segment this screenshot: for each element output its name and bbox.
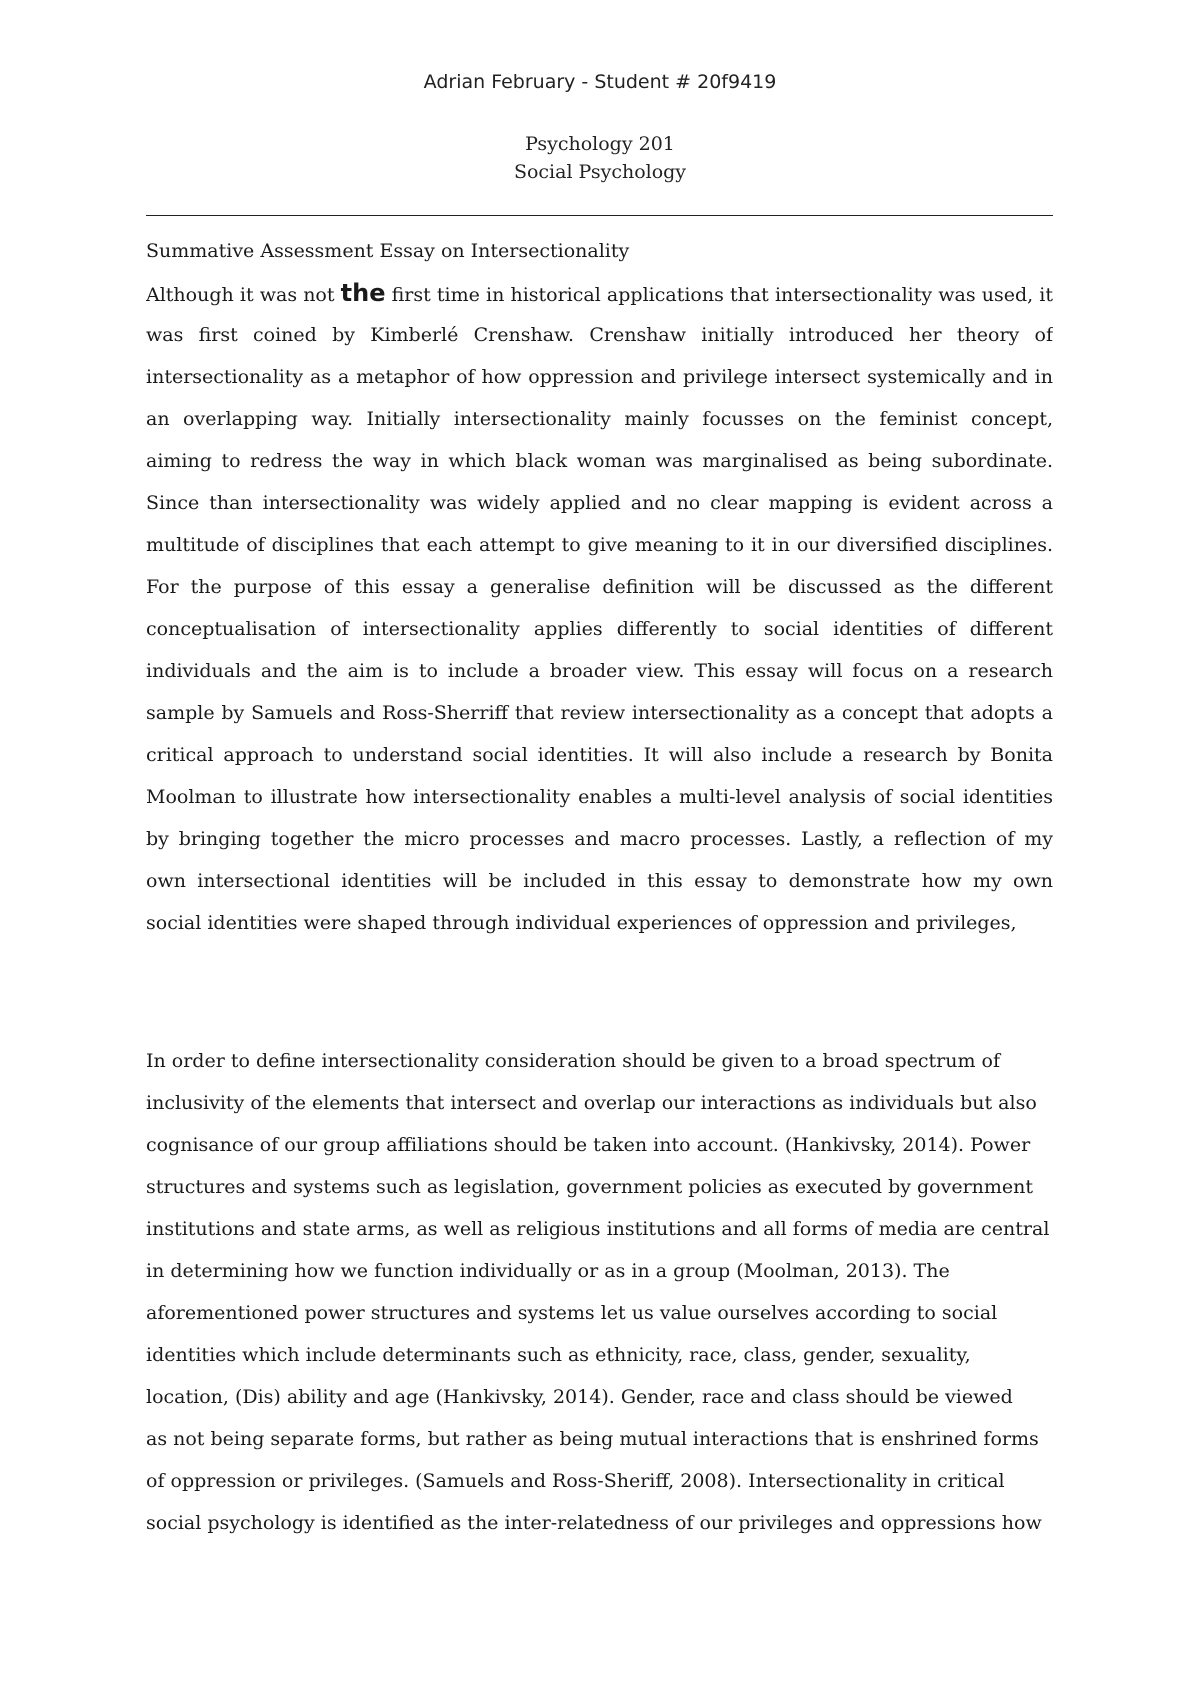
paragraph-line: identities which include determinants such as ethnicity, race, class, gender, sexuality, bbox=[146, 1344, 971, 1366]
paragraph-line: of oppression or privileges. (Samuels and Ross-Sheriff, 2008). Intersectionality in critical bbox=[146, 1470, 1005, 1492]
emphasized-word: the bbox=[340, 279, 386, 307]
paragraph-line: sample by Samuels and Ross-Sherriff that review intersectionality as a concept that adopts a bbox=[146, 702, 1053, 724]
paragraph-line: institutions and state arms, as well as religious institutions and all forms of media are central bbox=[146, 1218, 1050, 1240]
paragraph-line: In order to define intersectionality consideration should be given to a broad spectrum of bbox=[146, 1050, 1000, 1072]
author-line: Adrian February - Student # 20f9419 bbox=[423, 71, 777, 93]
paragraph-line: social psychology is identified as the inter-relatedness of our privileges and oppressions how bbox=[146, 1512, 1042, 1534]
paragraph-line bbox=[146, 272, 1053, 314]
paragraph-line: Moolman to illustrate how intersectionality enables a multi-level analysis of social identities bbox=[146, 786, 1053, 808]
paragraph-line: inclusivity of the elements that intersect and overlap our interactions as individuals but also bbox=[146, 1092, 1037, 1114]
line-text-after: first time in historical applications that intersectionality was used, it bbox=[385, 284, 1053, 306]
paragraph-line: critical approach to understand social identities. It will also include a research by Bonita bbox=[146, 744, 1053, 766]
paragraph-line: as not being separate forms, but rather as being mutual interactions that is enshrined forms bbox=[146, 1428, 1039, 1450]
paragraph-line: aforementioned power structures and systems let us value ourselves according to social bbox=[146, 1302, 998, 1324]
paragraph-line: conceptualisation of intersectionality applies differently to social identities of different bbox=[146, 618, 1053, 640]
paragraph-line: Since than intersectionality was widely applied and no clear mapping is evident across a bbox=[146, 492, 1053, 514]
paragraph-line: social identities were shaped through individual experiences of oppression and privileges, bbox=[146, 912, 1017, 934]
paragraph-line: own intersectional identities will be included in this essay to demonstrate how my own bbox=[146, 870, 1053, 892]
paragraph-line: structures and systems such as legislation, government policies as executed by government bbox=[146, 1176, 1034, 1198]
paragraph-line: location, (Dis) ability and age (Hankivsky, 2014). Gender, race and class should be viewed bbox=[146, 1386, 1013, 1408]
paragraph-line: in determining how we function individually or as in a group (Moolman, 2013). The bbox=[146, 1260, 950, 1282]
course-name: Social Psychology bbox=[513, 161, 687, 183]
line-text-before: Although it was not bbox=[146, 284, 341, 306]
paragraph-line: by bringing together the micro processes and macro processes. Lastly, a reflection of my bbox=[146, 828, 1053, 850]
paragraph-line: cognisance of our group affiliations should be taken into account. (Hankivsky, 2014). Power bbox=[146, 1134, 1031, 1156]
course-number: Psychology 201 bbox=[525, 133, 675, 155]
paragraph-line: For the purpose of this essay a generalise definition will be discussed as the different bbox=[146, 576, 1053, 598]
paragraph-line: aiming to redress the way in which black woman was marginalised as being subordinate. bbox=[146, 450, 1053, 472]
paragraph-line: multitude of disciplines that each attempt to give meaning to it in our diversified disciplines. bbox=[146, 534, 1053, 556]
paragraph-definition bbox=[146, 1040, 1053, 1544]
course-heading bbox=[0, 130, 1200, 186]
paragraph-line: an overlapping way. Initially intersectionality mainly focusses on the feminist concept, bbox=[146, 408, 1053, 430]
paragraph-line: intersectionality as a metaphor of how oppression and privilege intersect systemically and in bbox=[146, 366, 1053, 388]
paragraph-line: was first coined by Kimberlé Crenshaw. Crenshaw initially introduced her theory of bbox=[146, 324, 1053, 346]
paragraph-line: individuals and the aim is to include a broader view. This essay will focus on a research bbox=[146, 660, 1053, 682]
header-divider bbox=[146, 215, 1053, 216]
paragraph-introduction bbox=[146, 272, 1053, 944]
essay-title: Summative Assessment Essay on Intersectionality bbox=[146, 240, 630, 262]
